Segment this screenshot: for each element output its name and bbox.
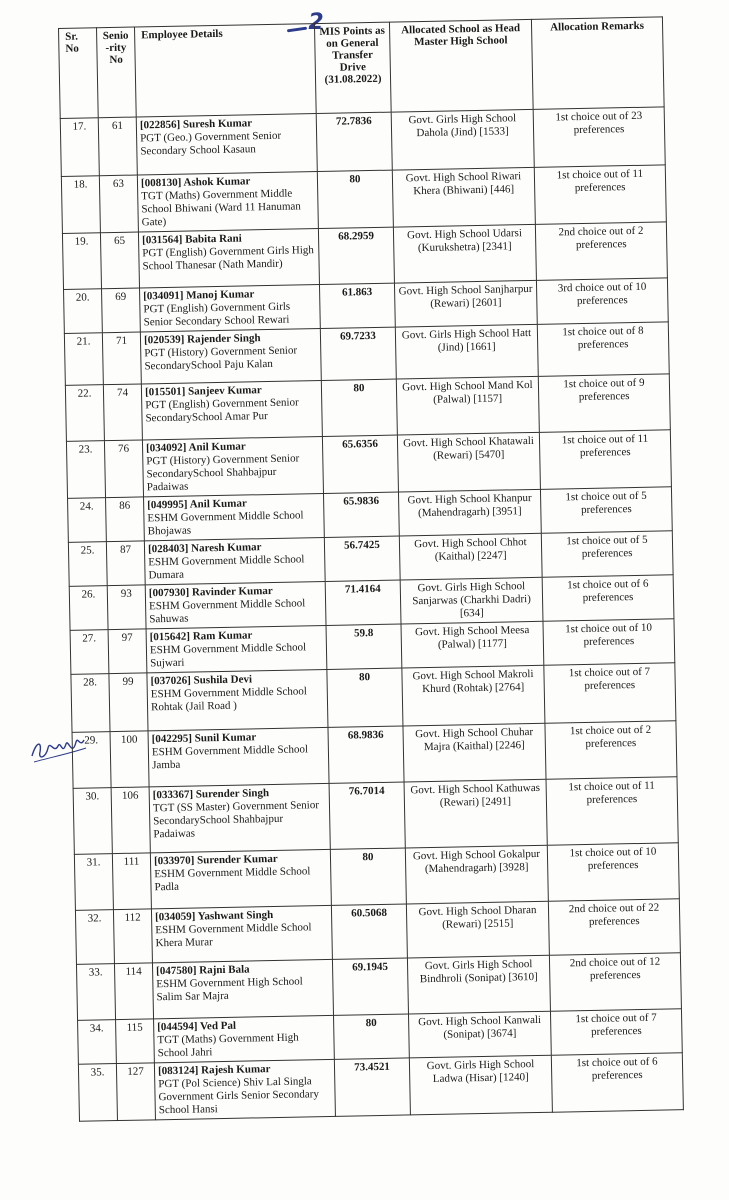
sr-no-cell: 27. xyxy=(70,630,109,675)
mis-points-cell: 73.4521 xyxy=(334,1058,410,1116)
employee-posting: PGT (Geo.) Government Senior Secondary School Kasaun xyxy=(140,129,282,158)
employee-posting: ESHM Government Middle School Khera Murar xyxy=(155,921,312,950)
table-header-row xyxy=(59,17,665,119)
employee-code-name: [034092] Anil Kumar xyxy=(145,440,246,455)
mis-points-cell: 65.6356 xyxy=(322,435,398,493)
allocated-school-cell: Govt. Girls High School Sanjarwas (Charkhi Dadri) [634] xyxy=(400,577,543,624)
employee-posting: ESHM Government Middle School Dumara xyxy=(148,553,305,582)
mis-points-cell: 76.7014 xyxy=(329,782,405,849)
employee-details-cell xyxy=(137,172,318,232)
employee-details-cell xyxy=(151,905,332,962)
employee-details-cell xyxy=(136,114,317,175)
employee-code-name: [031564] Babita Rani xyxy=(141,232,242,247)
employee-code-name: [028403] Naresh Kumar xyxy=(147,541,262,556)
employee-code-name: [034091] Manoj Kumar xyxy=(143,288,255,303)
allocated-school-cell: Govt. High School Kanwali (Sonipat) [3674] xyxy=(408,1011,551,1058)
seniority-cell: 100 xyxy=(110,731,149,788)
mis-points-cell: 69.7233 xyxy=(320,327,396,380)
allocated-school-cell: Govt. High School Udarsi (Kurukshetra) [2341] xyxy=(393,224,536,283)
allocated-school-cell: Govt. High School Gokalpur (Mahendragarh) [3928] xyxy=(405,845,548,904)
header-school: Allocated School as Head Master High School xyxy=(389,19,533,112)
mis-points-cell: 69.1945 xyxy=(332,958,408,1015)
mis-points-cell: 72.7836 xyxy=(316,112,392,171)
employee-code-name: [007930] Ravinder Kumar xyxy=(148,584,273,600)
employee-details-cell xyxy=(154,1059,335,1119)
sr-no-cell: 20. xyxy=(64,289,103,334)
employee-posting: ESHM Government Middle School Rohtak (Jail Road ) xyxy=(150,685,308,714)
allocated-school-cell: Govt. High School Khatawali (Rewari) [5470] xyxy=(397,432,540,492)
employee-posting: TGT (SS Master) Government Senior SecondarySchool Shahbajpur Padaiwas xyxy=(152,799,320,841)
employee-code-name: [037026] Sushila Devi xyxy=(150,673,253,688)
employee-details-cell xyxy=(149,783,330,852)
sr-no-cell: 24. xyxy=(68,498,107,543)
allocation-table xyxy=(58,16,684,1121)
employee-details-cell xyxy=(144,537,325,584)
sr-no-cell: 34. xyxy=(78,1020,117,1065)
sr-no-cell: 25. xyxy=(68,542,107,587)
allocation-remarks-cell: 1st choice out of 11 preferences xyxy=(539,430,671,490)
header-remarks: Allocation Remarks xyxy=(531,17,664,109)
employee-posting: PGT (English) Government Girls Senior Secondary School Rewari xyxy=(143,300,291,329)
employee-code-name: [044594] Ved Pal xyxy=(157,1019,237,1034)
header-employee: Employee Details xyxy=(134,24,316,117)
employee-posting: PGT (English) Government Girls High School Thanesar (Nath Mandir) xyxy=(142,244,314,273)
employee-details-cell xyxy=(138,229,319,288)
employee-posting: PGT (English) Government Senior SecondarySchool Amar Pur xyxy=(145,396,299,425)
allocated-school-cell: Govt. High School Dharan (Rewari) [2515] xyxy=(406,901,549,958)
employee-posting: ESHM Government Middle School Padla xyxy=(154,865,311,894)
seniority-cell: 97 xyxy=(108,629,147,674)
allocated-school-cell: Govt. Girls High School Ladwa (Hisar) [1240] xyxy=(409,1055,552,1115)
allocated-school-cell: Govt. High School Sanjharpur (Rewari) [2601] xyxy=(394,280,537,327)
sr-no-cell: 33. xyxy=(76,964,115,1021)
sr-no-cell: 29. xyxy=(72,732,111,789)
allocation-remarks-cell: 3rd choice out of 10 preferences xyxy=(536,278,668,325)
allocated-school-cell: Govt. High School Chhot (Kaithal) [2247] xyxy=(399,533,542,580)
employee-details-cell xyxy=(141,381,322,440)
allocation-remarks-cell: 1st choice out of 8 preferences xyxy=(537,322,669,377)
employee-details-cell xyxy=(146,625,327,672)
seniority-cell: 115 xyxy=(116,1019,155,1064)
allocated-school-cell: Govt. High School Meesa (Palwal) [1177] xyxy=(401,621,544,668)
allocated-school-cell: Govt. High School Chuhar Majra (Kaithal) [2246] xyxy=(403,723,546,782)
mis-points-cell: 68.9836 xyxy=(328,726,404,783)
seniority-cell: 127 xyxy=(116,1063,155,1121)
employee-details-cell xyxy=(144,493,325,540)
employee-posting: TGT (Maths) Government High School Jahri xyxy=(157,1031,299,1060)
seniority-cell: 71 xyxy=(102,332,141,385)
allocation-remarks-cell: 1st choice out of 9 preferences xyxy=(538,374,670,433)
table-row xyxy=(78,1053,683,1122)
sr-no-cell: 32. xyxy=(75,910,114,965)
allocation-remarks-cell: 1st choice out of 7 preferences xyxy=(550,1009,682,1056)
employee-code-name: [015501] Sanjeev Kumar xyxy=(144,384,262,399)
sr-no-cell: 23. xyxy=(66,441,105,499)
allocation-remarks-cell: 1st choice out of 2 preferences xyxy=(545,721,677,780)
allocated-school-cell: Govt. Girls High School Bindhroli (Sonipat) [3610] xyxy=(407,955,550,1014)
allocated-school-cell: Govt. High School Riwari Khera (Bhiwani) [446] xyxy=(392,167,535,227)
seniority-cell: 87 xyxy=(106,541,145,586)
seniority-cell: 69 xyxy=(102,288,141,333)
allocated-school-cell: Govt. High School Khanpur (Mahendragarh) [3951] xyxy=(398,489,541,536)
employee-code-name: [083124] Rajesh Kumar xyxy=(157,1063,271,1078)
allocation-remarks-cell: 1st choice out of 11 preferences xyxy=(534,165,666,225)
seniority-cell: 111 xyxy=(112,853,151,910)
mis-points-cell: 80 xyxy=(330,848,406,905)
employee-posting: PGT (History) Government Senior SecondarySchool Shahbajpur Padaiwas xyxy=(146,452,300,494)
employee-details-cell xyxy=(150,849,331,908)
allocation-remarks-cell: 2nd choice out of 22 preferences xyxy=(548,899,680,956)
seniority-cell: 99 xyxy=(109,673,148,732)
sr-no-cell: 31. xyxy=(74,854,113,911)
sr-no-cell: 21. xyxy=(64,333,103,386)
allocated-school-cell: Govt. Girls High School Hatt (Jind) [1661] xyxy=(395,324,538,379)
employee-posting: PGT (Pol Science) Shiv Lal Singla Government Girls Senior Secondary School Hansi xyxy=(158,1075,320,1117)
sr-no-cell: 22. xyxy=(65,385,104,442)
employee-code-name: [042295] Sunil Kumar xyxy=(151,731,257,746)
employee-code-name: [033367] Surender Singh xyxy=(152,787,270,802)
mis-points-cell: 56.7425 xyxy=(324,536,400,581)
allocation-remarks-cell: 1st choice out of 6 preferences xyxy=(551,1053,683,1113)
header-seniority: Senio -rity No xyxy=(97,27,137,118)
mis-points-cell: 68.2959 xyxy=(318,227,394,284)
employee-details-cell xyxy=(148,727,329,786)
page-number: 2 xyxy=(308,10,324,35)
table-row xyxy=(73,777,678,855)
allocated-school-cell: Govt. Girls High School Dahola (Jind) [1533] xyxy=(391,109,534,170)
sr-no-cell: 19. xyxy=(62,233,101,290)
allocation-remarks-cell: 1st choice out of 7 preferences xyxy=(544,663,676,724)
employee-code-name: [022856] Suresh Kumar xyxy=(139,117,253,132)
header-sr: Sr. No xyxy=(59,28,99,119)
allocated-school-cell: Govt. High School Makroli Khurd (Rohtak) [2764] xyxy=(402,665,545,726)
employee-code-name: [008130] Ashok Kumar xyxy=(140,175,251,190)
sr-no-cell: 26. xyxy=(69,586,108,631)
employee-code-name: [015642] Ram Kumar xyxy=(149,629,253,644)
seniority-cell: 112 xyxy=(113,909,152,964)
employee-code-name: [047580] Rajni Bala xyxy=(156,963,250,978)
employee-code-name: [034059] Yashwant Singh xyxy=(154,909,274,924)
employee-details-cell xyxy=(140,285,321,332)
sr-no-cell: 28. xyxy=(71,674,110,733)
mis-points-cell: 80 xyxy=(327,668,403,727)
employee-details-cell xyxy=(152,959,333,1018)
seniority-cell: 63 xyxy=(99,175,138,233)
employee-code-name: [033970] Surender Kumar xyxy=(153,852,278,868)
allocated-school-cell: Govt. High School Mand Kol (Palwal) [1157] xyxy=(396,376,539,435)
allocation-remarks-cell: 1st choice out of 10 preferences xyxy=(543,619,675,666)
employee-code-name: [049995] Anil Kumar xyxy=(147,497,247,512)
allocated-school-cell: Govt. High School Kathuwas (Rewari) [2491] xyxy=(404,779,547,848)
employee-posting: ESHM Government Middle School Jamba xyxy=(151,743,309,772)
mis-points-cell: 71.4164 xyxy=(325,580,401,625)
seniority-cell: 61 xyxy=(98,117,137,176)
employee-details-cell xyxy=(147,669,328,730)
mis-points-cell: 80 xyxy=(317,170,393,228)
seniority-cell: 93 xyxy=(107,585,146,630)
allocation-remarks-cell: 2nd choice out of 12 preferences xyxy=(549,953,681,1012)
mis-points-cell: 59.8 xyxy=(326,624,402,669)
seniority-cell: 114 xyxy=(114,963,153,1020)
allocation-remarks-cell: 1st choice out of 10 preferences xyxy=(547,843,679,902)
employee-posting: TGT (Maths) Government Middle School Bhiwani (Ward 11 Hanuman Gate) xyxy=(141,187,301,229)
employee-details-cell xyxy=(154,1015,335,1062)
header-points: MIS Points as on General Transfer Drive (31.08.2022) xyxy=(314,22,391,113)
allocation-remarks-cell: 1st choice out of 5 preferences xyxy=(541,531,673,578)
seniority-cell: 106 xyxy=(111,787,150,854)
employee-details-cell xyxy=(145,581,326,628)
employee-posting: PGT (History) Government Senior SecondarySchool Paju Kalan xyxy=(144,344,298,373)
table-body xyxy=(60,107,683,1121)
seniority-cell: 86 xyxy=(106,497,145,542)
mis-points-cell: 60.5068 xyxy=(331,904,407,959)
allocation-remarks-cell: 1st choice out of 5 preferences xyxy=(540,487,672,534)
employee-posting: ESHM Government Middle School Sujwari xyxy=(149,641,307,670)
sr-no-cell: 30. xyxy=(73,788,112,855)
employee-posting: ESHM Government Middle School Bhojawas xyxy=(147,509,304,538)
mis-points-cell: 80 xyxy=(334,1014,410,1059)
employee-details-cell xyxy=(140,329,321,384)
allocation-remarks-cell: 1st choice out of 23 preferences xyxy=(533,107,665,168)
seniority-cell: 74 xyxy=(103,384,142,441)
mis-points-cell: 61.863 xyxy=(319,283,395,328)
employee-details-cell xyxy=(142,436,323,496)
sr-no-cell: 17. xyxy=(60,118,99,177)
sr-no-cell: 35. xyxy=(78,1064,117,1122)
mis-points-cell: 65.9836 xyxy=(323,492,399,537)
allocation-remarks-cell: 1st choice out of 11 preferences xyxy=(546,777,678,846)
seniority-cell: 65 xyxy=(100,232,139,289)
allocation-remarks-cell: 2nd choice out of 2 preferences xyxy=(535,222,667,281)
employee-code-name: [020539] Rajender Singh xyxy=(143,332,261,347)
employee-posting: ESHM Government Middle School Sahuwas xyxy=(149,597,306,626)
allocation-remarks-cell: 1st choice out of 6 preferences xyxy=(542,575,674,622)
seniority-cell: 76 xyxy=(104,440,143,498)
employee-posting: ESHM Government High School Salim Sar Majra xyxy=(156,975,303,1004)
sr-no-cell: 18. xyxy=(61,176,100,234)
mis-points-cell: 80 xyxy=(321,379,397,436)
